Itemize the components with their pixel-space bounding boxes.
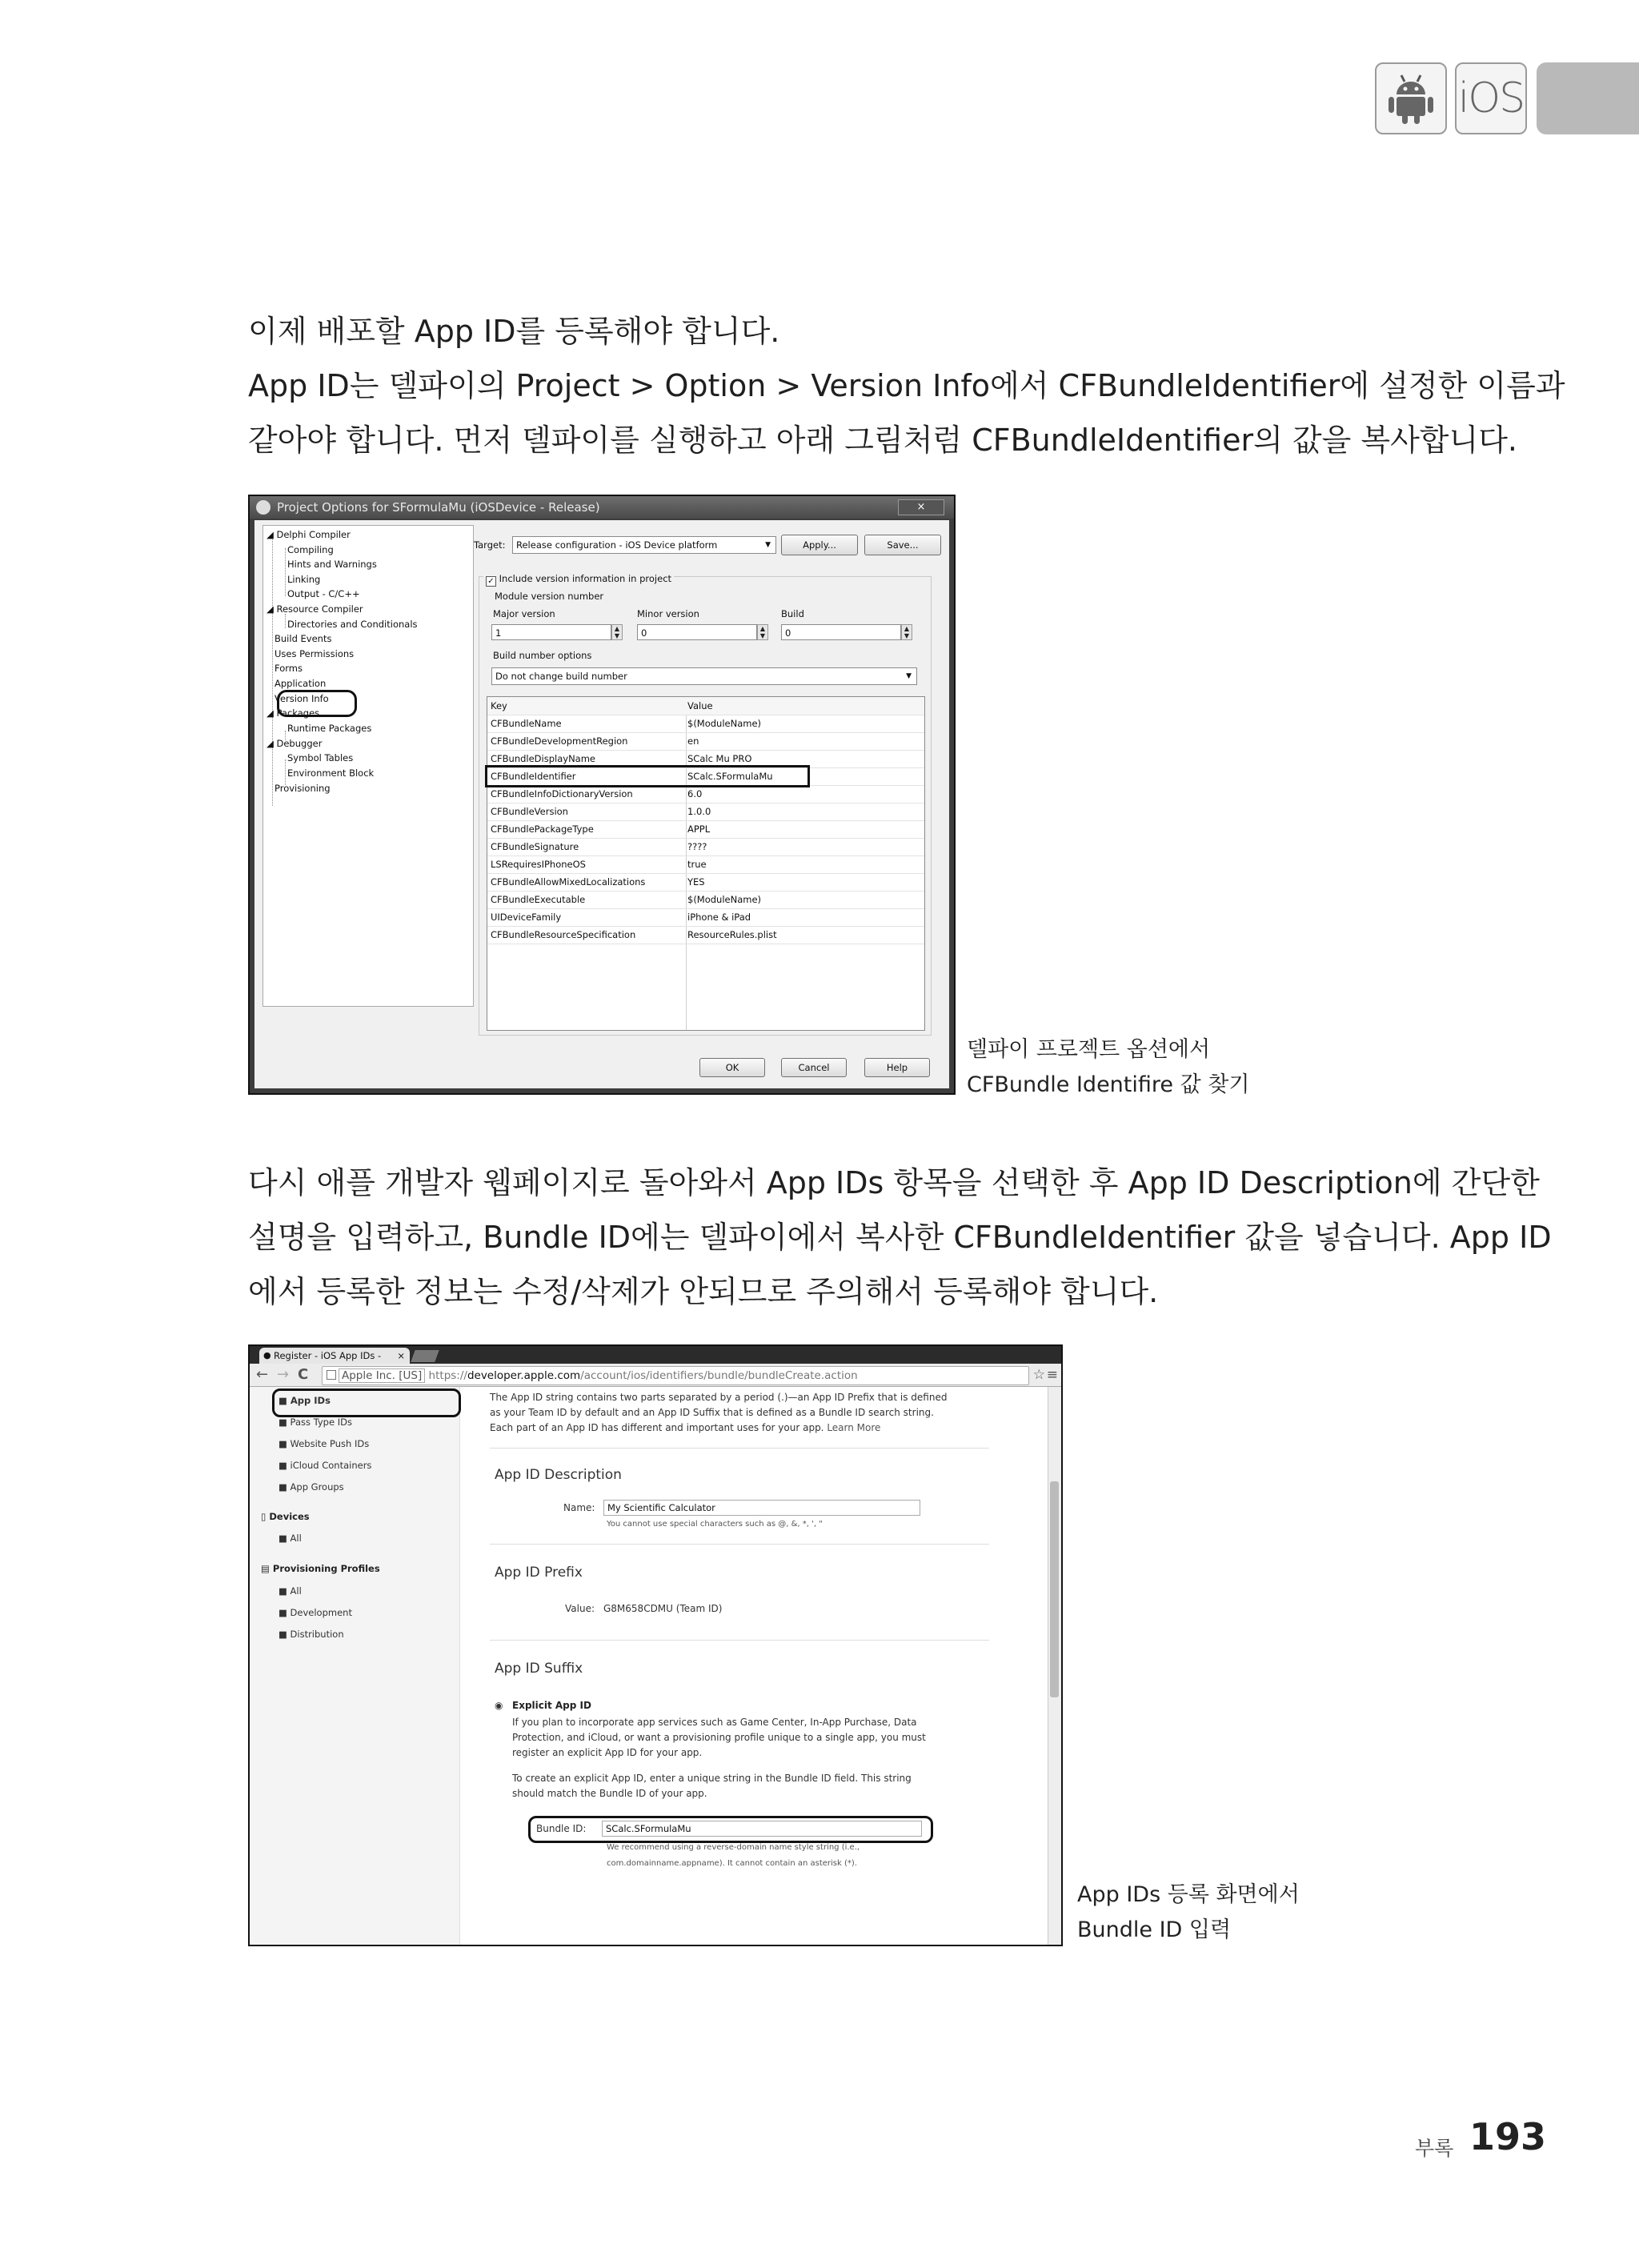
scrollbar[interactable] bbox=[1048, 1387, 1061, 1945]
tree-item[interactable]: Forms bbox=[275, 663, 303, 674]
sidebar-devices[interactable]: ▯ Devices bbox=[261, 1511, 310, 1522]
nav-bar bbox=[250, 1364, 1061, 1387]
browser-window bbox=[248, 1344, 1063, 1946]
include-label: Include version information in project bbox=[499, 573, 672, 584]
body-line: 설명을 입력하고, Bundle ID에는 델파이에서 복사한 CFBundleIdentifier 값을 넣습니다. App ID bbox=[248, 1220, 1552, 1255]
tree-item[interactable]: ◢ Packages bbox=[266, 707, 320, 719]
document-icon: ▤ bbox=[261, 1563, 270, 1574]
table-row[interactable]: CFBundleDisplayName SCalc Mu PRO bbox=[487, 750, 924, 768]
sidebar-item[interactable]: ■ iCloud Containers bbox=[279, 1460, 372, 1471]
reload-icon[interactable]: C bbox=[298, 1366, 309, 1383]
cancel-button[interactable]: Cancel bbox=[781, 1058, 847, 1077]
intro-line: 같아야 합니다. 먼저 델파이를 실행하고 아래 그림처럼 CFBundleIdentifier의 값을 복사합니다. bbox=[248, 423, 1517, 458]
device-icon: ▯ bbox=[261, 1511, 266, 1522]
prefix-heading: App ID Prefix bbox=[495, 1565, 583, 1581]
table-row[interactable]: CFBundlePackageType APPL bbox=[487, 820, 924, 839]
bundle-id-input[interactable]: SCalc.SFormulaMu bbox=[602, 1821, 922, 1837]
intro-line: 이제 배포할 App ID를 등록해야 합니다. bbox=[248, 314, 780, 349]
tree-item[interactable]: Compiling bbox=[287, 544, 334, 555]
version-info-highlight bbox=[277, 690, 357, 717]
chapter-tab bbox=[1537, 62, 1639, 134]
caption-2 bbox=[1077, 1877, 1300, 1948]
tree-item[interactable]: Hints and Warnings bbox=[287, 559, 377, 570]
check-icon[interactable]: ✓ bbox=[486, 576, 496, 587]
tree-item[interactable]: Linking bbox=[287, 574, 321, 585]
browser-tab[interactable]: ● Register - iOS App IDs - × bbox=[259, 1348, 410, 1364]
tree-item[interactable]: Symbol Tables bbox=[287, 752, 354, 763]
sidebar-item[interactable]: ■ Pass Type IDs bbox=[279, 1416, 352, 1428]
explicit-text: Protection, and iCloud, or want a provisioning profile unique to a single app, you must bbox=[512, 1732, 926, 1743]
body-paragraph bbox=[248, 1156, 1552, 1319]
app-ids-highlight bbox=[272, 1388, 461, 1417]
tree-item[interactable]: ◢ Debugger bbox=[266, 738, 323, 749]
table-row[interactable]: CFBundleVersion 1.0.0 bbox=[487, 803, 924, 821]
body-line: 에서 등록한 정보는 수정/삭제가 안되므로 주의해서 등록해야 합니다. bbox=[248, 1274, 1159, 1309]
minor-spinner[interactable]: ▲ ▼ bbox=[757, 624, 768, 640]
tab-strip bbox=[250, 1346, 1061, 1364]
bundle-identifier-highlight bbox=[485, 765, 810, 787]
name-input[interactable]: My Scientific Calculator bbox=[603, 1500, 920, 1516]
minor-label: Minor version bbox=[637, 608, 699, 619]
key-header: Key bbox=[491, 700, 507, 711]
table-row[interactable]: LSRequiresIPhoneOS true bbox=[487, 856, 924, 874]
sidebar-item[interactable]: ■ All bbox=[279, 1585, 302, 1597]
version-keys-table bbox=[487, 696, 925, 1031]
table-row[interactable]: CFBundleIdentifier SCalc.SFormulaMu bbox=[487, 767, 924, 786]
close-tab-icon[interactable]: × bbox=[397, 1350, 405, 1361]
scroll-thumb[interactable] bbox=[1050, 1481, 1059, 1697]
menu-icon[interactable]: ≡ bbox=[1046, 1367, 1058, 1383]
module-label: Module version number bbox=[495, 591, 604, 602]
bundle-id-highlight bbox=[528, 1816, 933, 1843]
caption-line: CFBundle Identifire 값 찾기 bbox=[967, 1072, 1250, 1097]
dialog-titlebar bbox=[250, 496, 954, 519]
new-tab-button[interactable] bbox=[411, 1350, 439, 1362]
table-row[interactable]: CFBundleSignature ???? bbox=[487, 838, 924, 856]
name-hint: You cannot use special characters such as @, &, *, ', " bbox=[607, 1520, 823, 1529]
caption-line: 델파이 프로젝트 옵션에서 bbox=[967, 1037, 1211, 1062]
bundle-hint: We recommend using a reverse-domain name style string (i.e., bbox=[607, 1843, 860, 1852]
chevron-down-icon: ▼ bbox=[906, 672, 912, 680]
page-content bbox=[250, 1387, 1061, 1945]
tree-item-version-info[interactable]: Version Info bbox=[275, 693, 329, 704]
tree-item[interactable]: Uses Permissions bbox=[275, 648, 355, 659]
table-row[interactable]: CFBundleExecutable $(ModuleName) bbox=[487, 891, 924, 909]
tree-item[interactable]: Environment Block bbox=[287, 767, 375, 779]
app-id-form bbox=[459, 1387, 1048, 1945]
value-label: Value: bbox=[565, 1603, 595, 1614]
caption-line: Bundle ID 입력 bbox=[1077, 1917, 1232, 1942]
intro-line: App ID는 델파이의 Project > Option > Version Info에서 CFBundleIdentifier에 설정한 이름과 bbox=[248, 368, 1565, 403]
secure-badge: Apple Inc. [US] bbox=[339, 1368, 425, 1383]
ok-button[interactable]: OK bbox=[699, 1058, 765, 1077]
caption-line: App IDs 등록 화면에서 bbox=[1077, 1882, 1300, 1907]
caption-1 bbox=[967, 1032, 1249, 1103]
bundle-label: Bundle ID: bbox=[536, 1823, 587, 1834]
sidebar bbox=[250, 1387, 460, 1945]
minor-input[interactable]: 0 bbox=[637, 624, 757, 640]
major-input[interactable]: 1 bbox=[491, 624, 611, 640]
build-spinner[interactable]: ▲ ▼ bbox=[901, 624, 912, 640]
apple-icon: ● bbox=[263, 1350, 271, 1360]
sidebar-item[interactable]: ■ App Groups bbox=[279, 1481, 344, 1493]
tree-item[interactable]: Runtime Packages bbox=[287, 723, 372, 734]
suffix-heading: App ID Suffix bbox=[495, 1661, 583, 1677]
table-row[interactable]: CFBundleDevelopmentRegion en bbox=[487, 732, 924, 751]
sidebar-item-app-ids[interactable]: ■ App IDs bbox=[279, 1395, 331, 1406]
table-row[interactable]: CFBundleInfoDictionaryVersion 6.0 bbox=[487, 785, 924, 803]
tree-item[interactable]: Application bbox=[275, 678, 327, 689]
table-row[interactable]: CFBundleResourceSpecification ResourceRules.plist bbox=[487, 926, 924, 944]
url-scheme: https:// bbox=[428, 1369, 467, 1382]
section-label: 부록 bbox=[1415, 2137, 1454, 2160]
address-bar[interactable] bbox=[322, 1366, 1029, 1385]
body-line: 다시 애플 개발자 웹페이지로 돌아와서 App IDs 항목을 선택한 후 App ID Description에 간단한 bbox=[248, 1165, 1540, 1200]
intro-text: as your Team ID by default and an App ID Suffix that is defined as a Bundle ID search string. bbox=[490, 1407, 934, 1418]
name-label: Name: bbox=[563, 1502, 595, 1513]
tree-item[interactable]: Build Events bbox=[275, 633, 332, 644]
build-input[interactable]: 0 bbox=[781, 624, 901, 640]
star-icon[interactable]: ☆ bbox=[1032, 1367, 1045, 1383]
tree-item[interactable]: Output - C/C++ bbox=[287, 588, 360, 599]
url-path: /account/ios/identifiers/bundle/bundleCreate.action bbox=[580, 1369, 858, 1382]
lock-icon bbox=[327, 1370, 336, 1380]
save-button[interactable]: Save... bbox=[864, 535, 941, 555]
tree-item[interactable]: Provisioning bbox=[275, 783, 331, 794]
ios-label: iOS bbox=[1457, 74, 1525, 122]
sidebar-item[interactable]: ■ Website Push IDs bbox=[279, 1438, 370, 1449]
url-host: developer.apple.com bbox=[467, 1369, 581, 1382]
prefix-value: G8M658CDMU (Team ID) bbox=[603, 1603, 723, 1614]
dialog-title: Project Options for SFormulaMu (iOSDevice - Release) bbox=[277, 500, 600, 515]
intro-text: The App ID string contains two parts separated by a period (.)—an App ID Prefix that is defined bbox=[490, 1392, 948, 1403]
explicit-text: should match the Bundle ID of your app. bbox=[512, 1788, 707, 1799]
android-tab bbox=[1375, 62, 1447, 134]
include-checkbox-row[interactable] bbox=[483, 573, 674, 587]
description-heading: App ID Description bbox=[495, 1467, 622, 1483]
ios-tab bbox=[1455, 62, 1527, 134]
tree-item[interactable]: ◢ Delphi Compiler bbox=[266, 529, 351, 540]
intro-paragraph bbox=[248, 304, 1565, 467]
build-options-select[interactable]: Do not change build number ▼ bbox=[491, 667, 917, 685]
major-label: Major version bbox=[493, 608, 555, 619]
help-button[interactable]: Help bbox=[864, 1058, 930, 1077]
target-label: Target: bbox=[474, 539, 506, 551]
chevron-down-icon: ▼ bbox=[765, 541, 771, 549]
delphi-icon bbox=[256, 500, 270, 515]
table-row[interactable]: UIDeviceFamily iPhone & iPad bbox=[487, 908, 924, 927]
explicit-text: To create an explicit App ID, enter a unique string in the Bundle ID field. This string bbox=[512, 1773, 912, 1784]
major-spinner[interactable]: ▲ ▼ bbox=[611, 624, 623, 640]
back-icon[interactable]: ← bbox=[256, 1366, 269, 1383]
intro-text: Each part of an App ID has different and important uses for your app. Learn More bbox=[490, 1422, 881, 1433]
table-row[interactable]: CFBundleName $(ModuleName) bbox=[487, 715, 924, 733]
tree-item[interactable]: ◢ Resource Compiler bbox=[266, 603, 363, 615]
options-tree bbox=[262, 525, 474, 1007]
bundle-hint: com.domainname.appname). It cannot contain an asterisk (*). bbox=[607, 1859, 857, 1868]
dialog-close-button[interactable]: × bbox=[898, 499, 944, 515]
table-row[interactable]: CFBundleAllowMixedLocalizations YES bbox=[487, 873, 924, 892]
learn-more-link[interactable]: Learn More bbox=[827, 1422, 881, 1433]
sidebar-profiles[interactable]: ▤ Provisioning Profiles bbox=[261, 1563, 380, 1574]
sidebar-item[interactable]: ■ Distribution bbox=[279, 1629, 344, 1640]
sidebar-item[interactable]: ■ All bbox=[279, 1533, 302, 1544]
android-icon bbox=[1385, 72, 1437, 125]
build-label: Build bbox=[781, 608, 804, 619]
build-options-label: Build number options bbox=[493, 650, 592, 661]
explicit-title: Explicit App ID bbox=[512, 1700, 591, 1711]
explicit-text: If you plan to incorporate app services such as Game Center, In-App Purchase, Data bbox=[512, 1717, 917, 1728]
apply-button[interactable]: Apply... bbox=[781, 535, 858, 555]
explicit-text: register an explicit App ID for your app. bbox=[512, 1747, 703, 1758]
value-header: Value bbox=[687, 700, 713, 711]
tree-item[interactable]: Directories and Conditionals bbox=[287, 619, 418, 630]
explicit-radio[interactable]: ◉ bbox=[495, 1700, 503, 1711]
table-header bbox=[487, 697, 924, 715]
forward-icon[interactable]: → bbox=[277, 1366, 290, 1383]
target-select[interactable]: Release configuration - iOS Device platform ▼ bbox=[512, 536, 776, 554]
page-number: 193 bbox=[1469, 2115, 1547, 2158]
sidebar-item[interactable]: ■ Development bbox=[279, 1607, 352, 1618]
